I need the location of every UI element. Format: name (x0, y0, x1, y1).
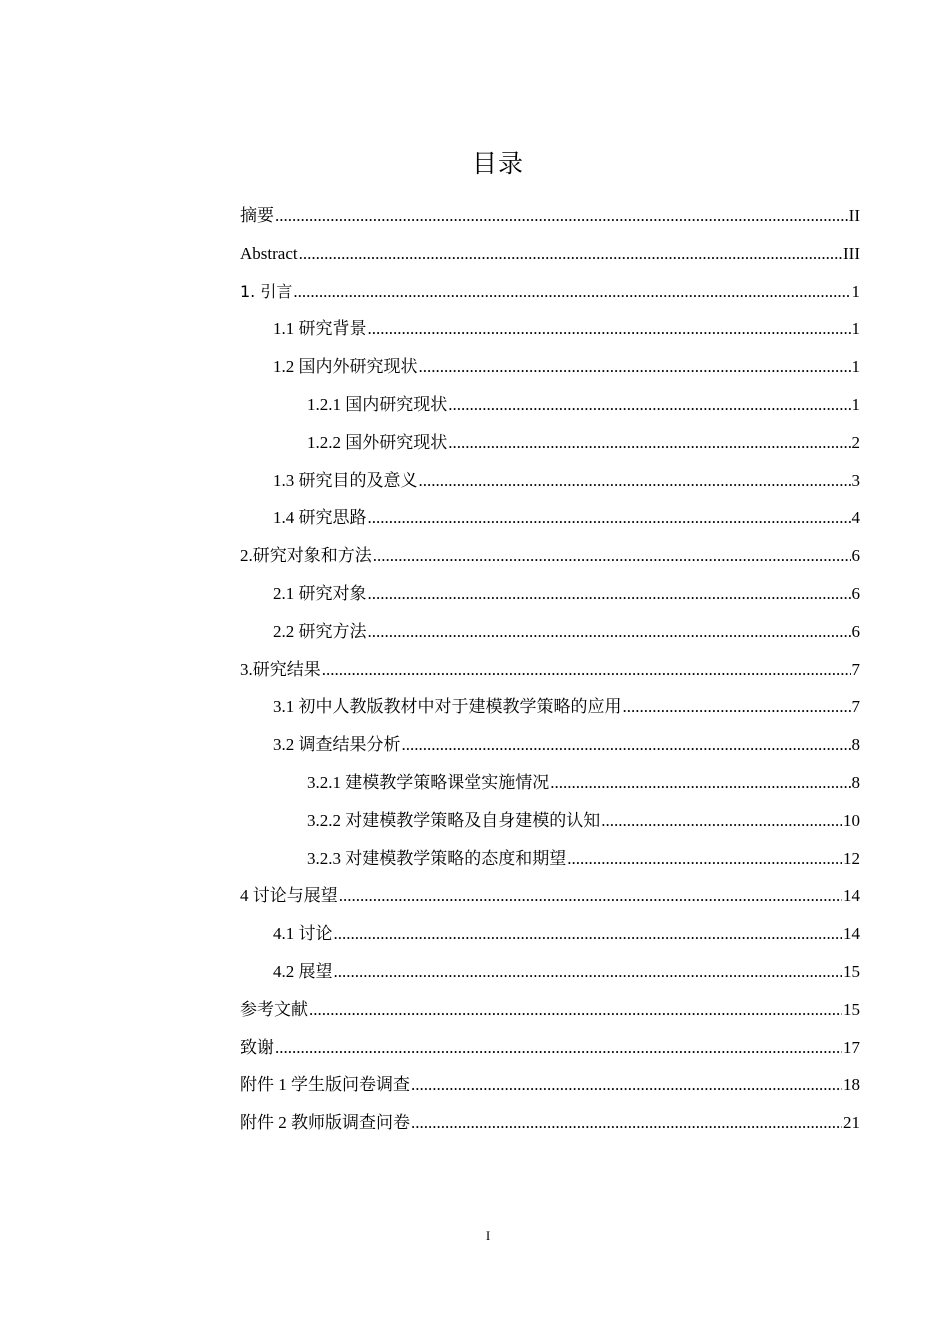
toc-entry-title: 3.1 初中人教版教材中对于建模教学策略的应用 (273, 697, 622, 717)
toc-dot-leader (373, 537, 851, 575)
page-number: I (485, 1228, 491, 1243)
toc-entry-title: 2.1 研究对象 (273, 583, 367, 603)
toc-entry-title: 3.2 调查结果分析 (273, 735, 401, 755)
toc-entry[interactable] (240, 651, 860, 689)
toc-entry[interactable] (240, 575, 860, 613)
toc-entry-page: 7 (851, 697, 860, 717)
toc-dot-leader (448, 386, 850, 424)
toc-entry[interactable] (240, 802, 860, 840)
toc-entry-page: 7 (851, 659, 860, 679)
toc-entry[interactable] (240, 197, 860, 235)
toc-entry-title: 1.2 国内外研究现状 (273, 357, 418, 377)
toc-entry-title: 附件 1 学生版问卷调查 (240, 1075, 410, 1095)
toc-entry-page: 1 (851, 281, 860, 301)
toc-dot-leader (567, 840, 842, 878)
toc-entry-page: 15 (843, 999, 860, 1019)
toc-entry-title: 1.3 研究目的及意义 (273, 470, 418, 490)
toc-entry-page: 14 (843, 924, 860, 944)
toc-dot-leader (275, 197, 848, 235)
toc-entry[interactable] (240, 348, 860, 386)
toc-dot-leader (601, 802, 842, 840)
toc-entry-title: 致谢 (240, 1037, 274, 1057)
toc-entry-title: 参考文献 (240, 999, 308, 1019)
toc-entry-page: 2 (851, 432, 860, 452)
toc-entry-title: 1. 引言 (240, 281, 293, 301)
toc-entry[interactable] (240, 991, 860, 1029)
toc-entry[interactable] (240, 310, 860, 348)
toc-entry-title: 附件 2 教师版调查问卷 (240, 1113, 410, 1133)
toc-entry[interactable] (240, 499, 860, 537)
toc-entry-page: 18 (843, 1075, 860, 1095)
toc-entry[interactable] (240, 764, 860, 802)
toc-dot-leader (368, 575, 851, 613)
toc-entry[interactable] (240, 1066, 860, 1104)
toc-entry[interactable] (240, 1029, 860, 1067)
toc-entry[interactable] (240, 386, 860, 424)
toc-entry-page: 8 (851, 772, 860, 792)
toc-entry-title: 1.2.2 国外研究现状 (307, 432, 448, 452)
toc-entry-page: 1 (851, 319, 860, 339)
toc-entry-page: 6 (851, 546, 860, 566)
toc-dot-leader (368, 310, 851, 348)
page-title: 目录 (471, 149, 524, 178)
toc-entry-title: 摘要 (240, 206, 274, 225)
toc-entry-title: 1.4 研究思路 (273, 508, 367, 528)
toc-dot-leader (322, 651, 851, 689)
toc-entry-title: 3.2.2 对建模教学策略及自身建模的认知 (307, 810, 601, 830)
toc-dot-leader (550, 764, 850, 802)
toc-entry-title: 1.1 研究背景 (273, 319, 367, 339)
toc-dot-leader (419, 462, 851, 500)
toc-entry-title: 4.2 展望 (273, 961, 333, 981)
toc-entry[interactable] (240, 235, 860, 273)
toc-entry[interactable] (240, 688, 860, 726)
toc-dot-leader (411, 1066, 842, 1104)
toc-entry-title: 1.2.1 国内研究现状 (307, 394, 448, 414)
toc-entry[interactable] (240, 273, 860, 311)
toc-dot-leader (419, 348, 851, 386)
toc-entry-page: 10 (843, 810, 860, 830)
toc-entry-page: 8 (851, 735, 860, 755)
toc-entry[interactable] (240, 537, 860, 575)
toc-entry-page: 21 (843, 1113, 860, 1133)
toc-entry-page: 6 (851, 583, 860, 603)
toc-dot-leader (309, 991, 842, 1029)
toc-dot-leader (448, 424, 850, 462)
toc-entry-page: 1 (851, 394, 860, 414)
toc-entry[interactable] (240, 726, 860, 764)
toc-entry-page: 14 (843, 886, 860, 906)
toc-dot-leader (275, 1029, 842, 1067)
toc-dot-leader (402, 726, 851, 764)
toc-dot-leader (334, 953, 843, 991)
toc-dot-leader (411, 1104, 842, 1142)
toc-entry-title: 3.2.1 建模教学策略课堂实施情况 (307, 772, 550, 792)
toc-entry-title: 3.2.3 对建模教学策略的态度和期望 (307, 848, 567, 868)
toc-dot-leader (293, 273, 850, 311)
toc-entry-title: Abstract (240, 243, 298, 263)
toc-entry-page: II (848, 206, 860, 225)
toc-entry[interactable] (240, 953, 860, 991)
toc-entry-page: 17 (843, 1037, 860, 1057)
toc-entry[interactable] (240, 840, 860, 878)
toc-dot-leader (299, 235, 842, 273)
toc-entry[interactable] (240, 613, 860, 651)
toc-entry-page: 12 (843, 848, 860, 868)
toc-dot-leader (334, 915, 843, 953)
toc-entry-title: 2.2 研究方法 (273, 621, 367, 641)
toc-entry-title: 2.研究对象和方法 (240, 546, 372, 566)
toc-entry[interactable] (240, 1104, 860, 1142)
toc-dot-leader (623, 688, 851, 726)
toc-entry-page: 15 (843, 961, 860, 981)
toc-entry-title: 4.1 讨论 (273, 924, 333, 944)
toc-entry-page: III (843, 243, 860, 263)
table-of-contents (240, 197, 860, 1142)
toc-entry[interactable] (240, 424, 860, 462)
toc-entry[interactable] (240, 915, 860, 953)
toc-entry[interactable] (240, 462, 860, 500)
toc-entry-page: 4 (851, 508, 860, 528)
toc-entry-page: 3 (851, 470, 860, 490)
toc-entry-page: 6 (851, 621, 860, 641)
toc-entry-title: 4 讨论与展望 (240, 886, 338, 906)
toc-dot-leader (368, 499, 851, 537)
toc-entry-page: 1 (851, 357, 860, 377)
toc-entry[interactable] (240, 877, 860, 915)
toc-entry-title: 3.研究结果 (240, 659, 321, 679)
toc-dot-leader (339, 877, 842, 915)
toc-dot-leader (368, 613, 851, 651)
